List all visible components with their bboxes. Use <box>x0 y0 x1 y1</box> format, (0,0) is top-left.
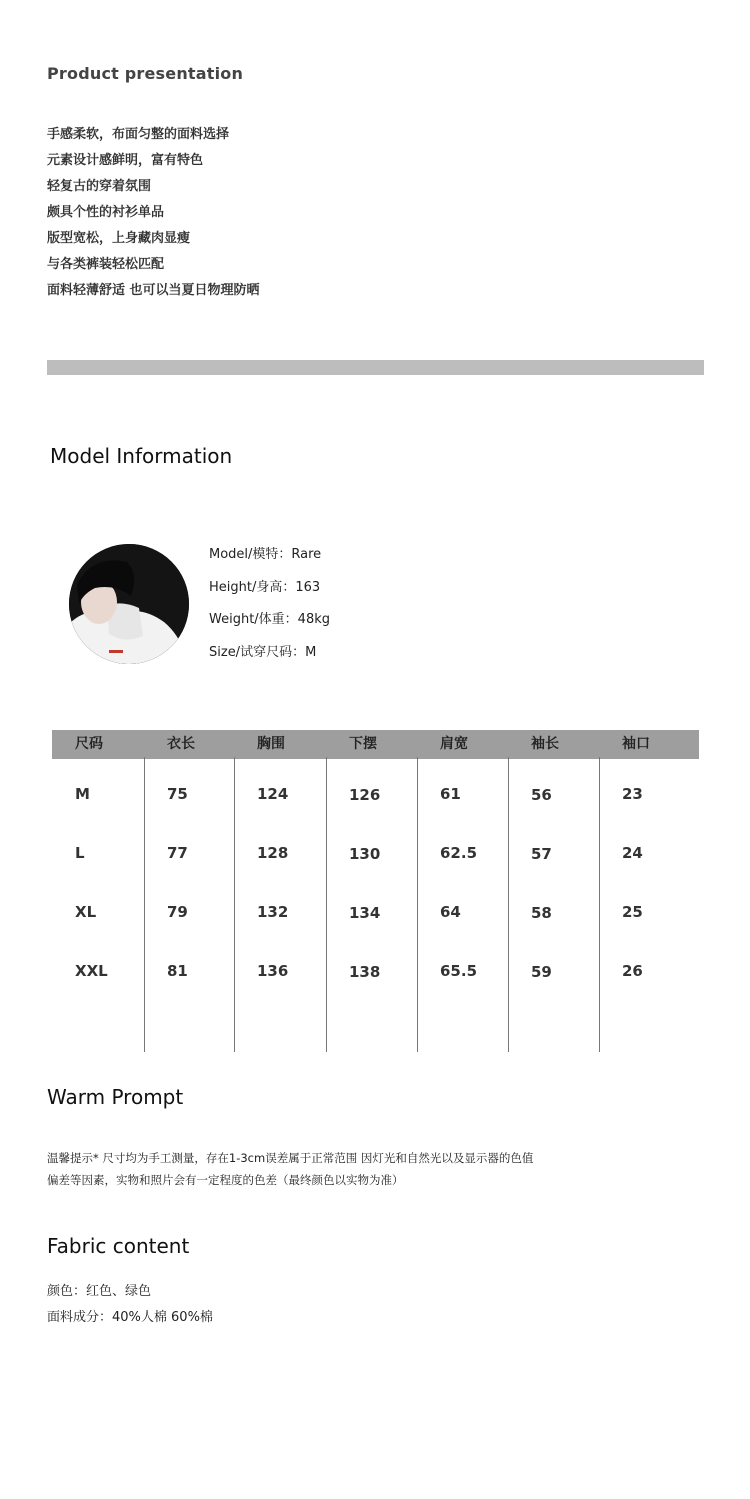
model-info-list <box>209 544 330 674</box>
header-shoulder: 肩宽 <box>440 736 468 752</box>
header-chest: 胸围 <box>257 736 285 752</box>
description-line: 轻复古的穿着氛围 <box>47 179 152 194</box>
cell-length: 81 <box>167 962 188 980</box>
cell-shoulder: 61 <box>440 785 461 803</box>
cell-chest: 132 <box>257 903 289 921</box>
product-presentation-heading: Product presentation <box>47 64 244 83</box>
warm-prompt-line: 偏差等因素，实物和照片会有一定程度的色差（最终颜色以实物为准） <box>47 1173 404 1187</box>
table-row <box>52 844 699 863</box>
model-avatar <box>69 544 189 664</box>
description-line: 颇具个性的衬衫单品 <box>47 205 165 220</box>
cell-length: 79 <box>167 903 188 921</box>
cell-chest: 124 <box>257 785 289 803</box>
product-description <box>47 122 260 304</box>
description-line: 版型宽松，上身藏肉显瘦 <box>47 231 191 246</box>
cell-shoulder: 65.5 <box>440 962 478 980</box>
cell-sleeve-length: 59 <box>531 963 552 981</box>
size-table-body <box>52 759 699 1023</box>
cell-chest: 136 <box>257 962 289 980</box>
fabric-color: 颜色：红色、绿色 <box>47 1284 152 1299</box>
cell-shoulder: 62.5 <box>440 844 478 862</box>
size-table <box>52 730 699 1023</box>
cell-hem: 134 <box>349 904 381 922</box>
header-length: 衣长 <box>167 736 195 752</box>
cell-shoulder: 64 <box>440 903 461 921</box>
fabric-content-text <box>47 1279 213 1331</box>
table-row <box>52 785 699 804</box>
size-table-header <box>52 730 699 759</box>
model-weight: Weight/体重：48kg <box>209 612 330 627</box>
section-divider <box>47 360 704 375</box>
header-hem: 下摆 <box>349 736 377 752</box>
header-size: 尺码 <box>75 736 103 752</box>
cell-hem: 130 <box>349 845 381 863</box>
fabric-content-heading: Fabric content <box>47 1234 190 1258</box>
cell-hem: 126 <box>349 786 381 804</box>
model-information-heading: Model Information <box>50 444 233 468</box>
cell-sleeve-length: 58 <box>531 904 552 922</box>
cell-size: L <box>75 844 85 862</box>
cell-cuff: 24 <box>622 844 643 862</box>
model-height: Height/身高：163 <box>209 579 321 595</box>
model-photo <box>69 544 189 664</box>
cell-hem: 138 <box>349 963 381 981</box>
table-row <box>52 903 699 922</box>
table-row <box>52 962 699 981</box>
cell-sleeve-length: 57 <box>531 845 552 863</box>
warm-prompt-line: 温馨提示* 尺寸均为手工测量，存在1-3cm误差属于正常范围 因灯光和自然光以及显示器的色值 <box>47 1151 534 1165</box>
model-name: Model/模特：Rare <box>209 547 322 562</box>
cell-size: XXL <box>75 962 108 980</box>
description-line: 面料轻薄舒适 也可以当夏日物理防晒 <box>47 283 260 298</box>
cell-cuff: 23 <box>622 785 643 803</box>
description-line: 与各类裤装轻松匹配 <box>47 257 165 272</box>
warm-prompt-heading: Warm Prompt <box>47 1085 184 1109</box>
model-size: Size/试穿尺码：M <box>209 644 317 660</box>
cell-length: 75 <box>167 785 188 803</box>
cell-cuff: 25 <box>622 903 643 921</box>
description-line: 手感柔软，布面匀整的面料选择 <box>47 127 230 142</box>
cell-size: XL <box>75 903 97 921</box>
fabric-composition: 面料成分：40%人棉 60%棉 <box>47 1310 213 1325</box>
header-sleeve-length: 袖长 <box>531 736 559 752</box>
cell-chest: 128 <box>257 844 289 862</box>
header-cuff: 袖口 <box>622 736 650 752</box>
cell-length: 77 <box>167 844 188 862</box>
description-line: 元素设计感鲜明，富有特色 <box>47 153 204 168</box>
cell-sleeve-length: 56 <box>531 786 552 804</box>
warm-prompt-text <box>47 1147 533 1191</box>
cell-cuff: 26 <box>622 962 643 980</box>
cell-size: M <box>75 785 90 803</box>
